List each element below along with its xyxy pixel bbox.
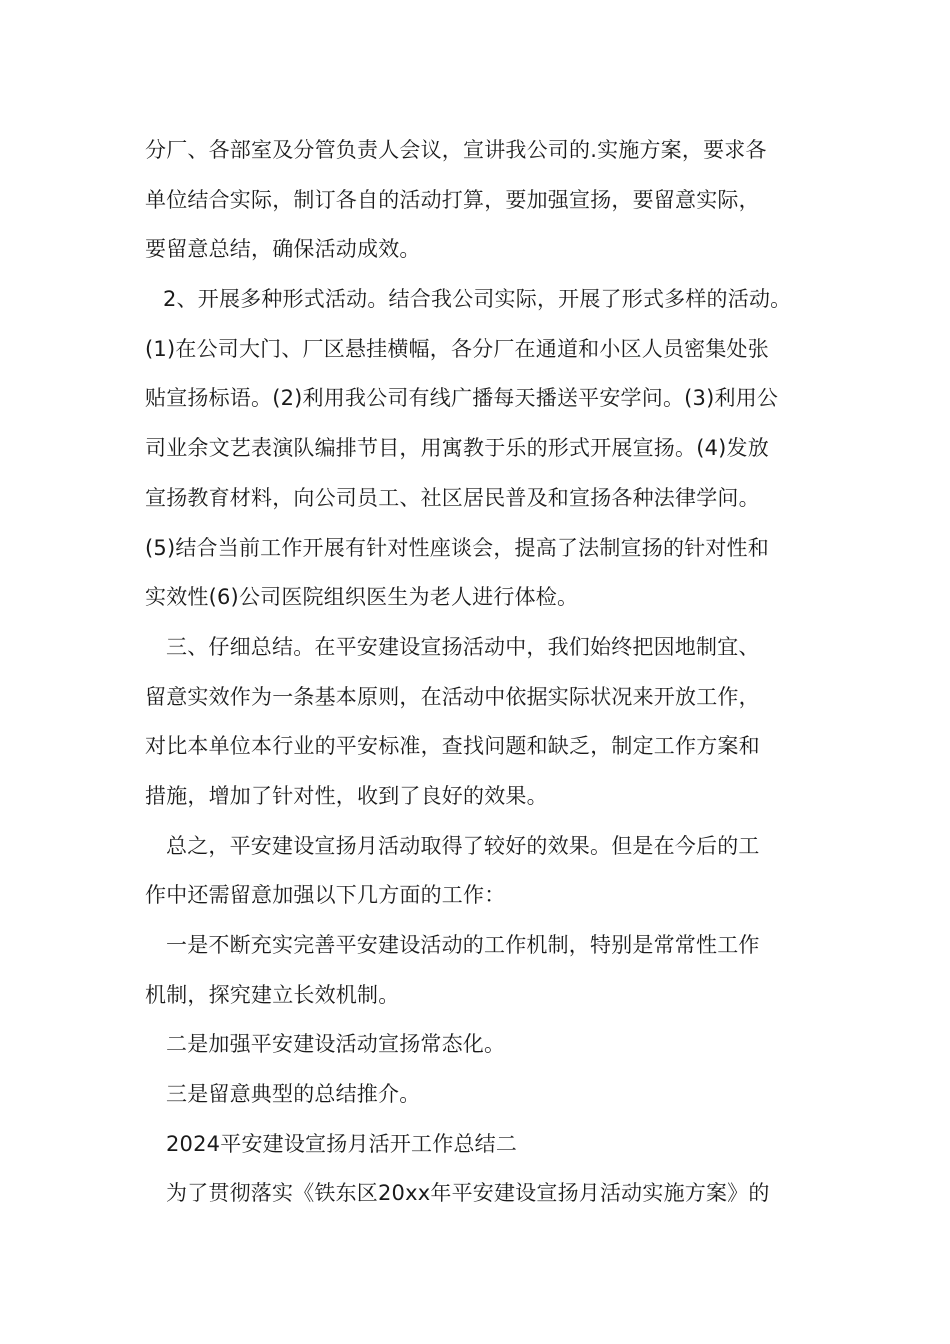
text-line: 三是留意典型的总结推介。 [166, 1082, 421, 1107]
text-line: 分厂、各部室及分管负责人会议，宣讲我公司的.实施方案，要求各 [145, 138, 767, 162]
text-line: 单位结合实际，制订各自的活动打算，要加强宣扬，要留意实际， [145, 187, 760, 212]
text-line: 2、开展多种形式活动。结合我公司实际，开展了形式多样的活动。 [163, 287, 792, 312]
text-line: 司业余文艺表演队编排节目，用寓教于乐的形式开展宣扬。(4)发放 [145, 436, 769, 461]
text-line: (1)在公司大门、厂区悬挂横幅，各分厂在通道和小区人员密集处张 [145, 336, 769, 361]
text-line: 机制，探究建立长效机制。 [145, 982, 400, 1007]
text-line: 措施，增加了针对性，收到了良好的效果。 [145, 783, 548, 808]
text-line: 贴宣扬标语。(2)利用我公司有线广播每天播送平安学问。(3)利用公 [145, 386, 779, 411]
text-line: 一是不断充实完善平安建设活动的工作机制，特别是常常性工作 [166, 933, 760, 957]
text-line: 对比本单位本行业的平安标准，查找问题和缺乏，制定工作方案和 [145, 734, 760, 759]
section-heading: 2024平安建设宣扬月活开工作总结二 [166, 1131, 518, 1156]
text-line: 宣扬教育材料，向公司员工、社区居民普及和宣扬各种法律学问。 [145, 485, 760, 510]
document-body [145, 126, 825, 1219]
text-line: 三、仔细总结。在平安建设宣扬活动中，我们始终把因地制宜、 [166, 634, 760, 659]
text-line: 留意实效作为一条基本原则，在活动中依据实际状况来开放工作， [145, 684, 760, 709]
text-line: (5)结合当前工作开展有针对性座谈会，提高了法制宣扬的针对性和 [145, 535, 769, 560]
text-line: 要留意总结，确保活动成效。 [145, 237, 421, 262]
text-line: 实效性(6)公司医院组织医生为老人进行体检。 [145, 585, 579, 610]
text-line: 为了贯彻落实《铁东区20xx年平安建设宣扬月活动实施方案》的 [166, 1181, 770, 1206]
text-line: 作中还需留意加强以下几方面的工作： [145, 883, 506, 908]
text-line: 二是加强平安建设活动宣扬常态化。 [166, 1032, 506, 1057]
text-line: 总之，平安建设宣扬月活动取得了较好的效果。但是在今后的工 [166, 833, 760, 858]
